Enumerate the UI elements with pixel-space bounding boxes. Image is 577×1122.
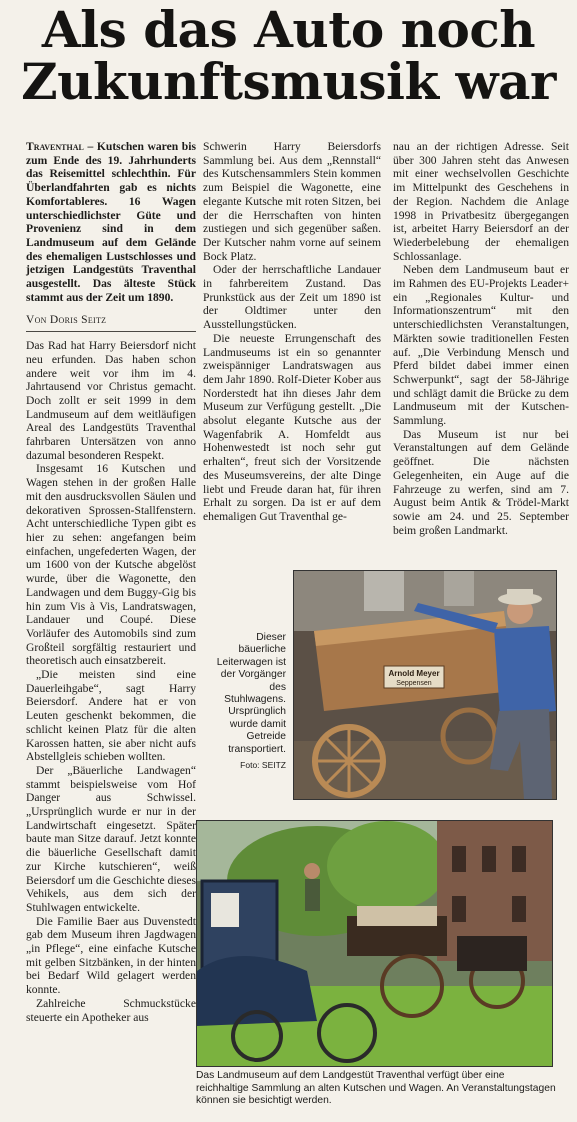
byline: Von Doris Seitz	[26, 314, 196, 332]
wagon-sign-line-2: Seppensen	[396, 680, 432, 687]
lead-place: Traventhal	[26, 140, 84, 153]
article-column-2	[203, 140, 381, 524]
paragraph: Das Museum ist nur bei Veranstaltungen auf dem Gelände geöffnet. Die nächsten Gelegenheiten, ein Auge auf die Fahrzeuge zu werfen, sind am 7. August beim Antik & Trödel-Markt sowie am 24. und 25. September beim großen Landmarkt.	[393, 427, 569, 537]
photo-farm-wagon-image	[294, 571, 556, 799]
article-column-1	[26, 140, 196, 1024]
photo-carriages-caption: Das Landmuseum auf dem Landgestüt Traventhal verfügt über eine reichhaltige Sammlung an alten Kutschen und Wagen. An Veranstaltungstagen können sie besichtigt werden.	[196, 1070, 556, 1106]
article-headline	[6, 0, 571, 111]
paragraph: Insgesamt 16 Kutschen und Wagen stehen in der großen Halle mit den ausdrucksvollen Säulen und dekorativen Sprossen-Stallfenstern. Acht unterschiedliche Typen gibt es hier zu sehen: angefangen beim einfachen, ungefederten Wagen, der um 1600 von der Kutsche abgelöst wurde, über die Wagonette, den Landwagen und dem Buggy-Gig bis hin zum Vis à Vis, Landratswagen, Landauer und Coupé. Diese Vorläufer des Automobils sind zum Großteil sorgfältig restauriert und theoretisch auch einsatzbereit.	[26, 462, 196, 668]
paragraph: Das Rad hat Harry Beiersdorf nicht neu erfunden. Das haben schon andere weit vor ihm im 4. Jahrtausend vor Christus gemacht. Doch zollt er seit 1999 in dem Landmuseum auf dem weitläufigen Areal des Landgestüts Traventhal fahrbaren Untersätzen von anno dazumal besonderen Respekt.	[26, 339, 196, 462]
paragraph: Die Familie Baer aus Duvenstedt gab dem Museum ihren Jagdwagen „in Pflege“, eine einfache Kutsche mit gelben Sitzbänken, in der hinten bei Bedarf Wild gelagert werden konnte.	[26, 914, 196, 997]
caption-text: Dieser bäuerliche Leiterwagen ist der Vorgänger des Stuhlwagens. Ursprünglich wurde damit Getreide transportiert.	[216, 632, 286, 755]
paragraph: Die neueste Errungenschaft des Landmuseums ist ein so genannter zweispänniger Landratswagen aus dem Jahr 1890. Rolf-Dieter Kober aus Norderstedt hat ihn dieses Jahr dem Museum zur Verfügung gestellt. „Die absolut elegante Kutsche aus der Wagenfabrik A. Homfeldt aus Hohenwestedt ist noch sehr gut erhalten“, freut sich der Vorsitzende des Museumsvereins, der alte Dinge liebt und Freude daran hat, für ihren Erhalt zu sorgen. Da ist er auf dem ehemaligen Gut Traventhal ge-	[203, 331, 381, 523]
headline-line-2: Zukunftsmusik war	[21, 52, 556, 111]
paragraph: Der „Bäuerliche Landwagen“ stammt beispielsweise vom Hof Danger aus Schwissel. „Ursprünglich wurde er nur in der Landwirtschaft eingesetzt. Später baute man Sitze darauf. Jetzt konnte die bäuerliche Gesellschaft damit zur Kirche kutschieren“, weiß Beiersdorf um die Geschichte dieses Vehikels, aus dem sich der Stuhlwagen entwickelte.	[26, 763, 196, 914]
photo-carriages-image	[197, 821, 552, 1066]
paragraph: „Die meisten sind eine Dauerleihgabe“, sagt Harry Beiersdorf. Andere hat er von Leuten geschenkt bekommen, die schlicht keinen Platz für die alten Karossen hatten, sie aber nicht aufs Abstellgleis schieben wollten.	[26, 668, 196, 764]
paragraph: nau an der richtigen Adresse. Seit über 300 Jahren steht das Anwesen mit einer wechselvollen Geschichte im Mittelpunkt des Geschehens in der Region. Nachdem die Anlage 1998 in Privatbesitz übergegangen ist, arbeitet Harry Beiersdorf an der Wiederbelebung der ehemaligen Schlossanlage.	[393, 140, 569, 263]
photo-farm-wagon	[293, 570, 557, 800]
photo-carriages-courtyard	[196, 820, 553, 1067]
article-column-3	[393, 140, 569, 537]
paragraph: Oder der herrschaftliche Landauer in fahrbereitem Zustand. Das Prunkstück aus der Zeit um 1890 ist der Oldtimer unter den Ausstellungstücken.	[203, 263, 381, 332]
paragraph: Zahlreiche Schmuckstücke steuerte ein Apotheker aus	[26, 996, 196, 1024]
article-lead: Traventhal – Kutschen waren bis zum Ende des 19. Jahrhunderts das Reisemittel schlechthin. Für Überlandfahrten gab es nichts Komfortableres. 16 Wagen unterschiedlichster Güte und Provenienz sind in dem Landmuseum auf dem Gelände des ehemaligen Lustschlosses und jetzigen Landgestüts Traventhal ausgestellt. Das älteste Stück stammt aus der Zeit um 1890.	[26, 140, 196, 304]
paragraph: Neben dem Landmuseum baut er im Rahmen des EU-Projekts Leader+ ein „Regionales Kultur- und Informationszentrum“ mit den unterschiedlichsten Veranstaltungen, Märkten sowie traditionellen Festen auf. „Die Verbindung Mensch und Pferd bildet dabei immer einen Schwerpunkt“, sagt der 58-Jährige und schlägt damit die Brücke zu dem Landmuseum mit der Kutschen-Sammlung.	[393, 263, 569, 428]
headline-line-1: Als das Auto noch	[41, 0, 536, 59]
photo-credit: Foto: SEITZ	[240, 760, 286, 771]
photo-farm-wagon-caption	[206, 632, 286, 771]
paragraph: Schwerin Harry Beiersdorfs Sammlung bei. Aus dem „Rennstall“ des Kutschensammlers Stein kommen zum Beispiel die Wagonette, eine elegante Kutsche mit roten Sitzen, bei der die Herrschaften von hinten zustiegen und sich gegenüber saßen. Der Kutscher nahm vorne auf seinem Bock Platz.	[203, 140, 381, 263]
lead-text: Kutschen waren bis zum Ende des 19. Jahrhunderts das Reisemittel schlechthin. Für Überlandfahrten gab es nichts Komfortableres. 16 Wagen unterschiedlichster Güte und Provenienz sind in dem Landmuseum auf dem Gelände des ehemaligen Lustschlosses und jetzigen Landgestüts Traventhal ausgestellt. Das älteste Stück stammt aus der Zeit um 1890.	[26, 140, 196, 304]
wagon-sign-line-1: Arnold Meyer	[388, 669, 440, 678]
